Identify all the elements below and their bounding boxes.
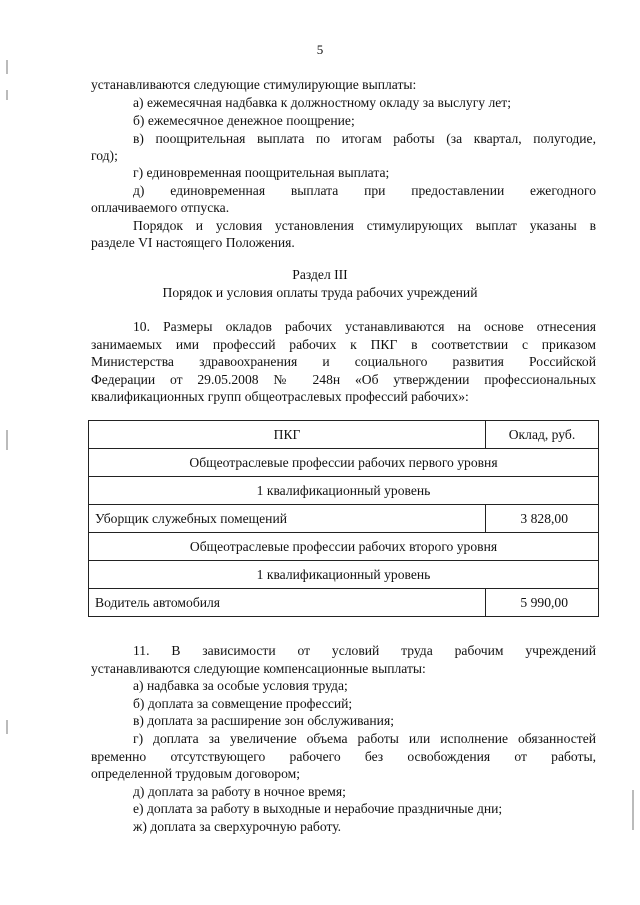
list-item: в) доплата за расширение зон обслуживания; [133, 713, 394, 728]
intro-lead: устанавливаются следующие стимулирующие выплаты: [91, 77, 417, 92]
list-item: е) доплата за работу в выходные и нерабочие праздничные дни; [133, 801, 503, 816]
table-row [89, 533, 599, 561]
list-item: г) единовременная поощрительная выплата; [133, 165, 390, 180]
column-header-salary: Оклад, руб. [486, 421, 599, 449]
pkg-salary-table [88, 420, 599, 617]
section-title: Порядок и условия оплаты труда рабочих учреждений [162, 285, 478, 300]
scan-mark [6, 60, 8, 74]
list-item-continuation: определенной трудовым договором; [91, 766, 301, 781]
scan-mark [632, 790, 634, 830]
list-item: ж) доплата за сверхурочную работу. [133, 819, 342, 834]
list-item: д) единовременная выплата при предоставлении ежегодного [133, 183, 596, 198]
paragraph-10: занимаемых ими профессий рабочих к ПКГ в соответствии с приказом [91, 337, 596, 352]
scan-mark [6, 430, 8, 450]
list-item: а) ежемесячная надбавка к должностному окладу за выслугу лет; [133, 95, 512, 110]
list-item: б) доплата за совмещение профессий; [133, 696, 353, 711]
list-item-continuation: год); [91, 148, 118, 163]
scan-mark [6, 90, 8, 100]
scan-mark [6, 720, 8, 734]
order-text-continuation: разделе VI настоящего Положения. [91, 235, 295, 250]
table-row [89, 449, 599, 477]
paragraph-11: 11. В зависимости от условий труда рабочим учреждений [133, 643, 596, 658]
table-row [89, 561, 599, 589]
table-row [89, 505, 599, 533]
list-item: д) доплата за работу в ночное время; [133, 784, 346, 799]
list-item: а) надбавка за особые условия труда; [133, 678, 348, 693]
section-label: Раздел III [292, 267, 348, 282]
paragraph-11: устанавливаются следующие компенсационные выплаты: [91, 661, 426, 676]
order-text: Порядок и условия установления стимулирующих выплат указаны в [133, 218, 596, 233]
paragraph-10: квалификационных групп общеотраслевых профессий рабочих»: [91, 389, 469, 404]
list-item: в) поощрительная выплата по итогам работы (за квартал, полугодие, [133, 131, 596, 146]
profession-cell: Водитель автомобиля [89, 589, 486, 617]
group-heading: Общеотраслевые профессии рабочих первого уровня [89, 449, 599, 477]
paragraph-10: Министерства здравоохранения и социального развития Российской [91, 354, 596, 369]
salary-cell: 3 828,00 [486, 505, 599, 533]
list-item-continuation: оплачиваемого отпуска. [91, 200, 230, 215]
list-item: г) доплата за увеличение объема работы или исполнение обязанностей [133, 731, 596, 746]
level-heading: 1 квалификационный уровень [89, 561, 599, 589]
group-heading: Общеотраслевые профессии рабочих второго уровня [89, 533, 599, 561]
paragraph-10: 10. Размеры окладов рабочих устанавливаются на основе отнесения [133, 319, 596, 334]
profession-cell: Уборщик служебных помещений [89, 505, 486, 533]
column-header-pkg: ПКГ [89, 421, 486, 449]
table-row [89, 589, 599, 617]
paragraph-10: Федерации от 29.05.2008 № 248н «Об утверждении профессиональных [91, 372, 596, 387]
table-header-row [89, 421, 599, 449]
list-item: б) ежемесячное денежное поощрение; [133, 113, 355, 128]
table-row [89, 477, 599, 505]
salary-cell: 5 990,00 [486, 589, 599, 617]
page-number: 5 [316, 42, 324, 57]
level-heading: 1 квалификационный уровень [89, 477, 599, 505]
list-item-continuation: временно отсутствующего рабочего без освобождения от работы, [91, 749, 596, 764]
